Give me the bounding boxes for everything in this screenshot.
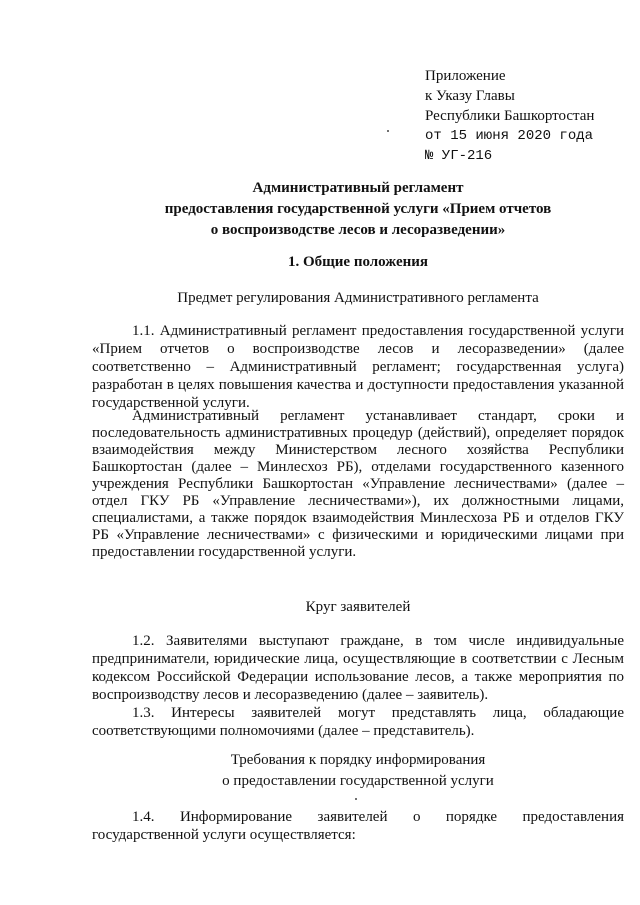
republic-line: Республики Башкортостан	[425, 108, 595, 124]
paragraph: 1.3. Интересы заявителей могут представлять лица, обладающие соответствующими полномочиями (далее – представитель).	[92, 705, 624, 739]
document-title	[92, 178, 624, 241]
title-line: Административный регламент	[252, 180, 464, 196]
decree-date: от 15 июня 2020 года	[425, 128, 594, 144]
section-heading: 1. Общие положения	[287, 254, 429, 270]
decree-line: к Указу Главы	[425, 88, 515, 104]
decree-number: № УГ-216	[425, 148, 493, 164]
subsection-heading: Круг заявителей	[305, 599, 411, 615]
title-line: предоставления государственной услуги «Прием отчетов	[164, 201, 552, 217]
appendix-header	[425, 66, 625, 166]
paragraph: Административный регламент устанавливает стандарт, сроки и последовательность административных процедур (действий), определяет порядок взаимодействия между Министерством лесного хозяйства Республики Башкортостан (далее – Минлесхоз РБ), отделами государственного казенного учреждения Республики Башкортостан «Управление лесничествами» (далее – отдел ГКУ РБ «Управление лесничествами»), их должностными лицами, специалистами, а также порядок взаимодействия Минлесхоза РБ и отделов ГКУ РБ «Управление лесничествами» с физическими и юридическими лицами при предоставлении государственной услуги.	[92, 408, 624, 560]
appendix-line: Приложение	[425, 68, 506, 84]
paragraph: 1.2. Заявителями выступают граждане, в том числе индивидуальные предприниматели, юридические лица, осуществляющие в соответствии с Лесным кодексом Российской Федерации использование лесов, а также мероприятия по воспроизводству лесов и лесоразведению (далее – заявитель).	[92, 633, 624, 703]
speck-mark	[355, 798, 357, 800]
paragraph: 1.4. Информирование заявителей о порядке предоставления государственной услуги осуществляется:	[92, 809, 624, 843]
title-line: о воспроизводстве лесов и лесоразведении»	[210, 222, 506, 238]
subsection-heading	[92, 750, 624, 792]
paragraph: 1.1. Административный регламент предоставления государственной услуги «Прием отчетов о воспроизводстве лесов и лесоразведении» (далее соответственно – Административный регламент; государственная услуга) разработан в целях повышения качества и доступности предоставления указанной государственной услуги.	[92, 323, 624, 411]
subheading-line: о предоставлении государственной услуги	[222, 773, 494, 789]
subheading-line: Требования к порядку информирования	[230, 752, 486, 768]
subsection-heading: Предмет регулирования Административного регламента	[177, 290, 539, 306]
speck-mark	[387, 130, 389, 132]
